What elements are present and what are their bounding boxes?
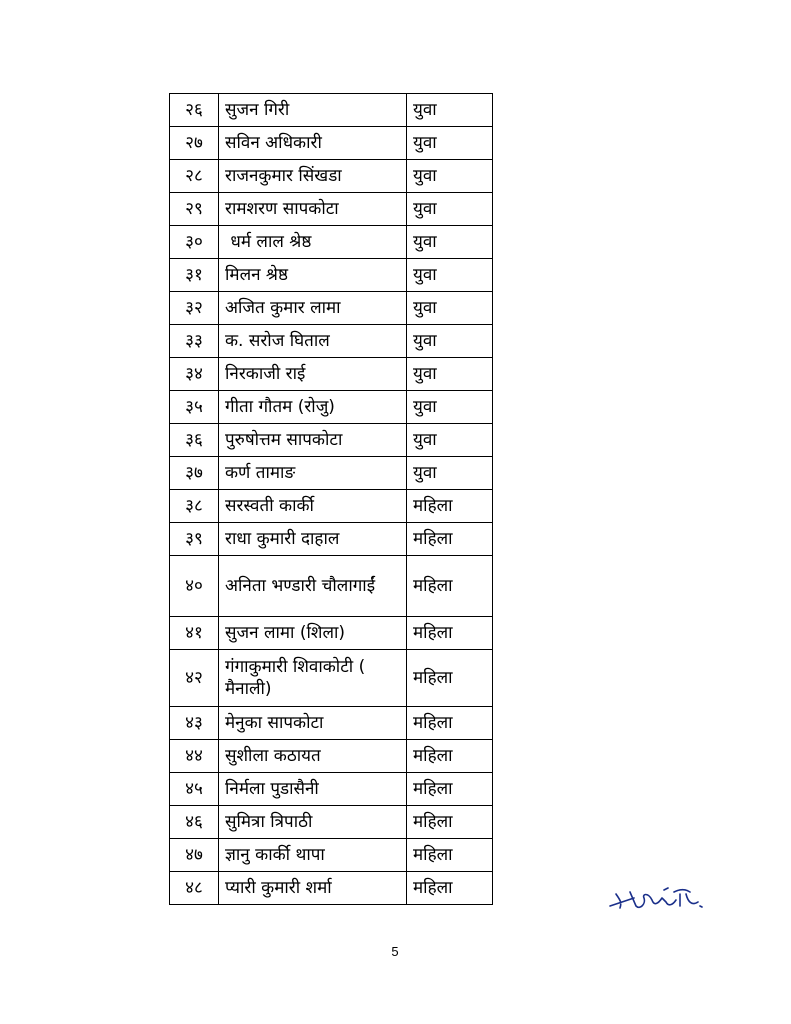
page-number: 5 xyxy=(391,944,399,959)
handwritten-signature xyxy=(606,880,716,920)
table-row xyxy=(170,617,493,650)
member-name: राधा कुमारी दाहाल xyxy=(219,523,407,556)
table-row xyxy=(170,740,493,773)
member-name: रामशरण सापकोटा xyxy=(219,193,407,226)
member-name: सुजन गिरी xyxy=(219,94,407,127)
member-category: युवा xyxy=(407,391,493,424)
member-name: निर्मला पुडासैनी xyxy=(219,773,407,806)
table-row xyxy=(170,193,493,226)
table-row xyxy=(170,292,493,325)
member-category: युवा xyxy=(407,226,493,259)
table-row xyxy=(170,358,493,391)
serial-number: ४० xyxy=(170,556,219,617)
member-category: महिला xyxy=(407,617,493,650)
table-row xyxy=(170,806,493,839)
member-category: महिला xyxy=(407,490,493,523)
table-row xyxy=(170,259,493,292)
member-category: युवा xyxy=(407,160,493,193)
serial-number: ४६ xyxy=(170,806,219,839)
member-name: सरस्वती कार्की xyxy=(219,490,407,523)
member-name: धर्म लाल श्रेष्ठ xyxy=(219,226,407,259)
table-row xyxy=(170,490,493,523)
serial-number: ४८ xyxy=(170,872,219,905)
serial-number: ३७ xyxy=(170,457,219,490)
table-row xyxy=(170,94,493,127)
member-name: अजित कुमार लामा xyxy=(219,292,407,325)
table-row xyxy=(170,556,493,617)
member-category: युवा xyxy=(407,457,493,490)
member-category: युवा xyxy=(407,259,493,292)
serial-number: ४२ xyxy=(170,650,219,707)
member-category: महिला xyxy=(407,872,493,905)
member-name: प्यारी कुमारी शर्मा xyxy=(219,872,407,905)
member-name: राजनकुमार सिंखडा xyxy=(219,160,407,193)
member-category: युवा xyxy=(407,424,493,457)
serial-number: ४७ xyxy=(170,839,219,872)
table-row xyxy=(170,872,493,905)
member-category: महिला xyxy=(407,707,493,740)
table-row xyxy=(170,160,493,193)
serial-number: ३८ xyxy=(170,490,219,523)
member-name: क. सरोज घिताल xyxy=(219,325,407,358)
member-category: महिला xyxy=(407,839,493,872)
serial-number: २८ xyxy=(170,160,219,193)
member-category: युवा xyxy=(407,292,493,325)
serial-number: ४१ xyxy=(170,617,219,650)
member-name: सुजन लामा (शिला) xyxy=(219,617,407,650)
serial-number: २७ xyxy=(170,127,219,160)
member-name: सविन अधिकारी xyxy=(219,127,407,160)
member-category: महिला xyxy=(407,556,493,617)
table-row xyxy=(170,226,493,259)
serial-number: ३६ xyxy=(170,424,219,457)
member-name: कर्ण तामाङ xyxy=(219,457,407,490)
member-name: सुशीला कठायत xyxy=(219,740,407,773)
serial-number: ३५ xyxy=(170,391,219,424)
table-row xyxy=(170,127,493,160)
table-row xyxy=(170,523,493,556)
serial-number: ४५ xyxy=(170,773,219,806)
table-row xyxy=(170,391,493,424)
member-category: युवा xyxy=(407,325,493,358)
table-row xyxy=(170,457,493,490)
member-name: गंगाकुमारी शिवाकोटी ( मैनाली) xyxy=(219,650,407,707)
table-row xyxy=(170,839,493,872)
table-row xyxy=(170,325,493,358)
member-name: सुमित्रा त्रिपाठी xyxy=(219,806,407,839)
member-name: मिलन श्रेष्ठ xyxy=(219,259,407,292)
member-category: महिला xyxy=(407,806,493,839)
serial-number: ३९ xyxy=(170,523,219,556)
serial-number: ३० xyxy=(170,226,219,259)
table-row xyxy=(170,650,493,707)
member-name: पुरुषोत्तम सापकोटा xyxy=(219,424,407,457)
member-category: युवा xyxy=(407,193,493,226)
serial-number: ३४ xyxy=(170,358,219,391)
member-name: निरकाजी राई xyxy=(219,358,407,391)
table-row xyxy=(170,773,493,806)
serial-number: २६ xyxy=(170,94,219,127)
member-category: महिला xyxy=(407,523,493,556)
member-name: ज्ञानु कार्की थापा xyxy=(219,839,407,872)
member-category: युवा xyxy=(407,94,493,127)
table-row xyxy=(170,707,493,740)
serial-number: ३३ xyxy=(170,325,219,358)
member-category: महिला xyxy=(407,650,493,707)
member-category: महिला xyxy=(407,773,493,806)
member-name: गीता गौतम (रोजु) xyxy=(219,391,407,424)
serial-number: ४४ xyxy=(170,740,219,773)
member-name: मेनुका सापकोटा xyxy=(219,707,407,740)
member-name: अनिता भण्डारी चौलागाईं xyxy=(219,556,407,617)
member-category: महिला xyxy=(407,740,493,773)
serial-number: ३१ xyxy=(170,259,219,292)
serial-number: ३२ xyxy=(170,292,219,325)
member-category: युवा xyxy=(407,358,493,391)
member-category: युवा xyxy=(407,127,493,160)
serial-number: २९ xyxy=(170,193,219,226)
table-row xyxy=(170,424,493,457)
member-table xyxy=(169,93,493,905)
serial-number: ४३ xyxy=(170,707,219,740)
